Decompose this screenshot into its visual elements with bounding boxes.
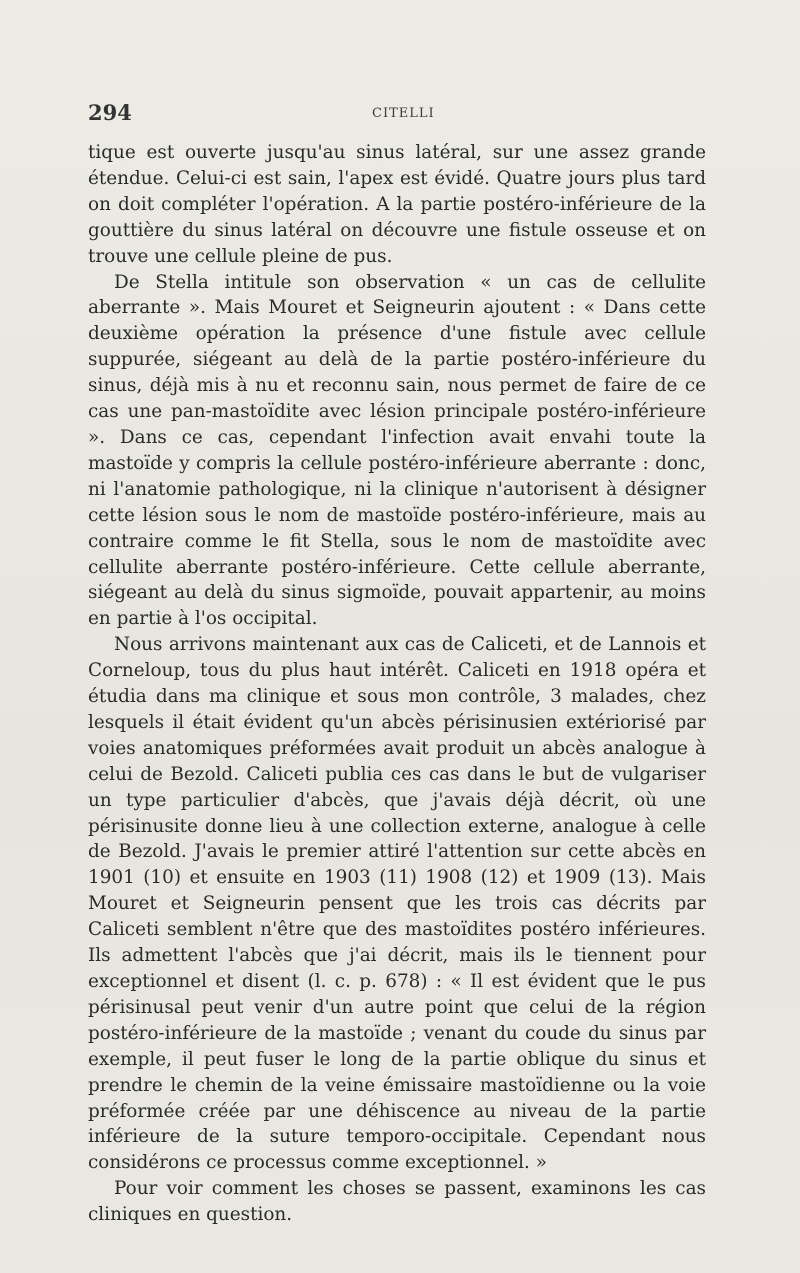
page-number: 294 <box>88 100 132 125</box>
running-title: CITELLI <box>372 106 435 121</box>
page-header <box>88 100 708 130</box>
paragraph-stella: De Stella intitule son observation « un cas de cellulite aberrante ». Mais Mouret et Seigneurin ajoutent : « Dans cette deuxième opération la présence d'une fistule avec cellule suppurée, siégeant au delà de la partie postéro-inférieure du sinus, déjà mis à nu et reconnu sain, nous permet de faire de ce cas une pan-mastoïdite avec lésion principale postéro-inférieure ». Dans ce cas, cependant l'infection avait envahi toute la mastoïde y compris la cellule postéro-inférieure aberrante : donc, ni l'anatomie pathologique, ni la clinique n'autorisent à désigner cette lésion sous le nom de mastoïde postéro-inférieure, mais au contraire comme le fit Stella, sous le nom de mastoïdite avec cellulite aberrante postéro-inférieure. Cette cellule aberrante, siégeant au delà du sinus sigmoïde, pouvait appartenir, au moins en partie à l'os occipital. <box>88 271 706 630</box>
paragraph-continuation: tique est ouverte jusqu'au sinus latéral, sur une assez grande étendue. Celui-ci est sain, l'apex est évidé. Quatre jours plus tard on doit compléter l'opération. A la partie postéro-inférieure de la gouttière du sinus latéral on découvre une fistule osseuse et on trouve une cellule pleine de pus. <box>88 142 706 267</box>
body-text <box>88 140 706 1228</box>
paragraph-closing: Pour voir comment les choses se passent, examinons les cas cliniques en question. <box>88 1178 706 1226</box>
paragraph-caliceti: Nous arrivons maintenant aux cas de Caliceti, et de Lannois et Corneloup, tous du plus haut intérêt. Caliceti en 1918 opéra et étudia dans ma clinique et sous mon contrôle, 3 malades, chez lesquels il était évident qu'un abcès périsinusien extériorisé par voies anatomiques préformées avait produit un abcès analogue à celui de Bezold. Caliceti publia ces cas dans le but de vulgariser un type particulier d'abcès, que j'avais déjà décrit, où une périsinusite donne lieu à une collection externe, analogue à celle de Bezold. J'avais le premier attiré l'attention sur cette abcès en 1901 (10) et ensuite en 1903 (11) 1908 (12) et 1909 (13). Mais Mouret et Seigneurin pensent que les trois cas décrits par Caliceti semblent n'être que des mastoïdites postéro inférieures. Ils admettent l'abcès que j'ai décrit, mais ils le tiennent pour exceptionnel et disent (l. c. p. 678) : « Il est évident que le pus périsinusal peut venir d'un autre point que celui de la région postéro-inférieure de la mastoïde ; venant du coude du sinus par exemple, il peut fuser le long de la partie oblique du sinus et prendre le chemin de la veine émissaire mastoïdienne ou la voie préformée créée par une déhiscence au niveau de la partie inférieure de la suture temporo-occipitale. Cependant nous considérons ce processus comme exceptionnel. » <box>88 634 706 1174</box>
